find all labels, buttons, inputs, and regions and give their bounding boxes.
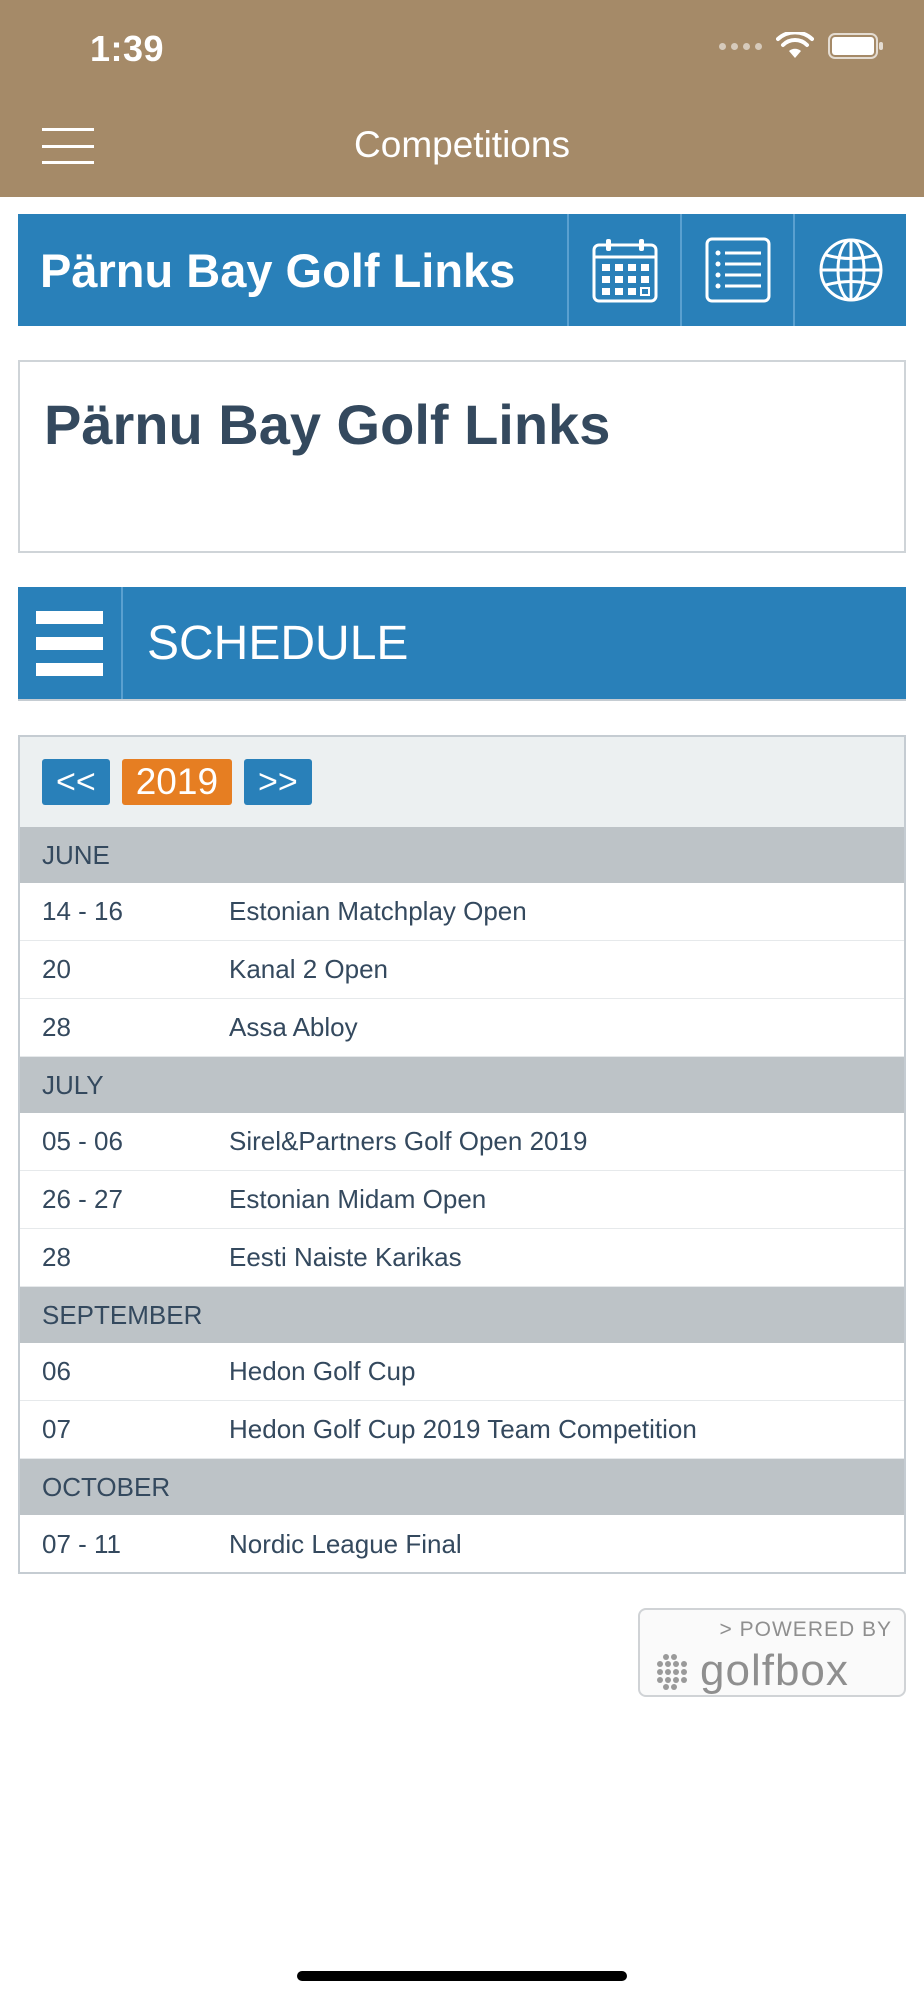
powered-by-label: > POWERED BY	[719, 1618, 892, 1641]
month-header-october: OCTOBER	[20, 1459, 904, 1515]
list-button[interactable]	[680, 214, 793, 326]
event-date: 26 - 27	[42, 1184, 123, 1214]
event-name: Eesti Naiste Karikas	[229, 1242, 462, 1272]
previous-year-button[interactable]: <<	[42, 759, 110, 805]
event-row[interactable]	[20, 1229, 904, 1287]
event-date: 28	[42, 1242, 71, 1272]
status-time: 1:39	[90, 28, 165, 69]
event-date: 28	[42, 1012, 71, 1042]
event-date: 07	[42, 1414, 71, 1444]
next-year-button[interactable]: >>	[244, 759, 312, 805]
current-year[interactable]: 2019	[122, 759, 232, 805]
golfbox-logo	[652, 1646, 849, 1696]
event-row[interactable]	[20, 1343, 904, 1401]
event-date: 14 - 16	[42, 896, 123, 926]
year-navigation	[20, 737, 904, 827]
venue-name: Pärnu Bay Golf Links	[40, 243, 516, 297]
event-name: Hedon Golf Cup	[229, 1356, 416, 1386]
schedule-header	[18, 587, 906, 701]
home-indicator[interactable]	[297, 1971, 627, 1981]
month-header-june: JUNE	[20, 827, 904, 883]
battery-icon	[828, 33, 884, 59]
list-icon	[703, 235, 773, 305]
calendar-icon	[590, 235, 660, 305]
event-name: Assa Abloy	[229, 1012, 358, 1042]
event-row[interactable]	[20, 1401, 904, 1459]
golfbox-ball-icon	[652, 1651, 692, 1691]
month-header-september: SEPTEMBER	[20, 1287, 904, 1343]
schedule-title: SCHEDULE	[147, 616, 409, 670]
powered-by-golfbox-link[interactable]	[638, 1608, 906, 1697]
globe-icon	[816, 235, 886, 305]
event-row[interactable]	[20, 941, 904, 999]
event-name: Estonian Midam Open	[229, 1184, 487, 1214]
event-date: 07 - 11	[42, 1528, 122, 1559]
nav-title: Competitions	[354, 124, 570, 165]
website-button[interactable]	[793, 214, 906, 326]
event-row[interactable]	[20, 883, 904, 941]
schedule-table	[18, 735, 906, 1574]
wifi-icon	[776, 32, 814, 60]
event-name: Estonian Matchplay Open	[229, 896, 527, 926]
golfbox-brand-text: golfbox	[700, 1646, 849, 1695]
cellular-signal-icon	[719, 43, 762, 50]
event-name: Kanal 2 Open	[229, 954, 389, 984]
title-card	[18, 360, 906, 553]
event-date: 06	[42, 1356, 71, 1386]
page-title: Pärnu Bay Golf Links	[44, 393, 611, 456]
event-name: Nordic League Final	[229, 1528, 462, 1559]
event-name: Hedon Golf Cup 2019 Team Competition	[229, 1414, 697, 1444]
month-header-july: JULY	[20, 1057, 904, 1113]
top-bar	[0, 0, 924, 197]
calendar-button[interactable]	[567, 214, 680, 326]
event-row[interactable]	[20, 1515, 904, 1573]
status-icons	[719, 32, 884, 60]
event-row[interactable]	[20, 999, 904, 1057]
event-date: 20	[42, 954, 71, 984]
event-date: 05 - 06	[42, 1126, 123, 1156]
event-row[interactable]	[20, 1171, 904, 1229]
event-row[interactable]	[20, 1113, 904, 1171]
schedule-menu-button[interactable]	[18, 587, 123, 699]
venue-bar	[18, 214, 906, 326]
event-name: Sirel&Partners Golf Open 2019	[229, 1126, 588, 1156]
